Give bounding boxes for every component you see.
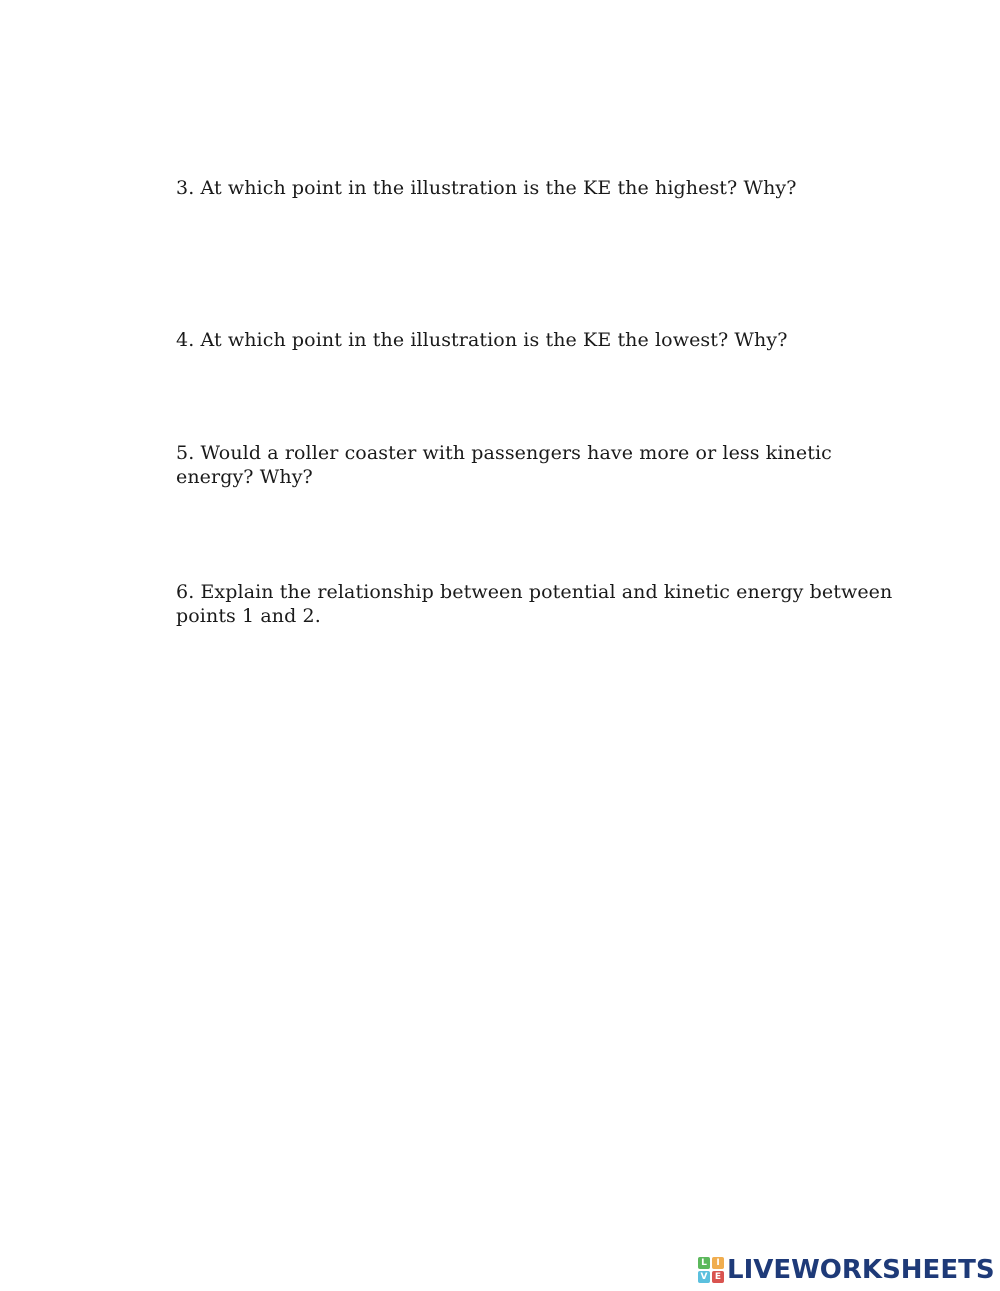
question-4: 4. At which point in the illustration is the KE the lowest? Why? <box>176 329 788 351</box>
question-6: 6. Explain the relationship between potential and kinetic energy between points 1 and 2. <box>176 581 893 627</box>
live-blocks-icon <box>698 1257 724 1283</box>
question-3: 3. At which point in the illustration is the KE the highest? Why? <box>176 177 797 199</box>
logo-block-v: V <box>698 1271 710 1283</box>
logo-block-l: L <box>698 1257 710 1269</box>
question-5: 5. Would a roller coaster with passengers have more or less kinetic energy? Why? <box>176 442 832 488</box>
liveworksheets-logo <box>698 1255 995 1285</box>
brand-name: LIVEWORKSHEETS <box>727 1255 995 1285</box>
logo-block-e: E <box>712 1271 724 1283</box>
logo-block-i: I <box>712 1257 724 1269</box>
